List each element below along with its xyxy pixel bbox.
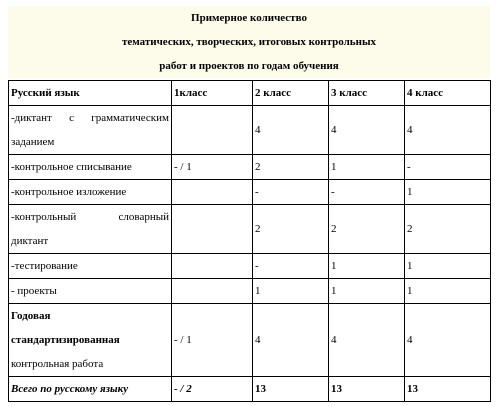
total-grade-2: 13: [253, 377, 329, 402]
total-grade-3: 13: [329, 377, 405, 402]
table-row: [9, 304, 491, 377]
cell-grade-4: 1: [405, 180, 491, 205]
table-row: [9, 155, 491, 180]
cell-grade-2: 2: [253, 155, 329, 180]
header-grade-1: 1класс: [172, 81, 253, 106]
table-row: [9, 180, 491, 205]
cell-grade-3: 1: [329, 279, 405, 304]
table-row: [9, 254, 491, 279]
cell-grade-1: [172, 106, 253, 155]
cell-grade-3: -: [329, 180, 405, 205]
cell-grade-3: 4: [329, 304, 405, 377]
row-label-part: контрольная работа: [11, 358, 104, 370]
caption-line-2: тематических, творческих, итоговых контрольных: [121, 36, 377, 48]
cell-grade-3: 1: [329, 155, 405, 180]
table-row: [9, 106, 491, 155]
cell-grade-2: -: [253, 254, 329, 279]
header-subject: Русский язык: [9, 81, 172, 106]
row-label: [9, 304, 172, 377]
header-grade-3: 3 класс: [329, 81, 405, 106]
row-label: -контрольное списывание: [9, 155, 172, 180]
cell-grade-3: 1: [329, 254, 405, 279]
row-label-part: диктант: [11, 235, 49, 247]
caption-line-3: работ и проектов по годам обучения: [159, 60, 339, 72]
cell-grade-1: - / 1: [172, 304, 253, 377]
row-label: -контрольное изложение: [9, 180, 172, 205]
row-label: [9, 205, 172, 254]
header-grade-4: 4 класс: [405, 81, 491, 106]
cell-grade-4: 1: [405, 254, 491, 279]
cell-grade-2: 4: [253, 106, 329, 155]
cell-grade-2: -: [253, 180, 329, 205]
cell-grade-4: 4: [405, 304, 491, 377]
cell-grade-4: 1: [405, 279, 491, 304]
cell-grade-2: 1: [253, 279, 329, 304]
cell-grade-2: 2: [253, 205, 329, 254]
cell-grade-3: 2: [329, 205, 405, 254]
cell-grade-4: 2: [405, 205, 491, 254]
total-grade-1: - / 2: [172, 377, 253, 402]
row-label: [9, 106, 172, 155]
cell-grade-4: -: [405, 155, 491, 180]
works-table: [8, 80, 491, 402]
cell-grade-1: [172, 205, 253, 254]
total-label: Всего по русскому языку: [9, 377, 172, 402]
table-total-row: [9, 377, 491, 402]
table-header-row: [9, 81, 491, 106]
row-label-part: Годовая: [11, 310, 51, 322]
total-grade-4: 13: [405, 377, 491, 402]
header-grade-2: 2 класс: [253, 81, 329, 106]
cell-grade-1: [172, 279, 253, 304]
row-label: -тестирование: [9, 254, 172, 279]
cell-grade-3: 4: [329, 106, 405, 155]
cell-grade-4: 4: [405, 106, 491, 155]
cell-grade-1: - / 1: [172, 155, 253, 180]
row-label-part: -диктант с грамматическим: [11, 112, 169, 124]
row-label-part: стандартизированная: [11, 334, 120, 346]
row-label-part: заданием: [11, 136, 55, 148]
row-label-part: -контрольный словарный: [11, 211, 169, 223]
cell-grade-2: 4: [253, 304, 329, 377]
caption-line-1: Примерное количество: [191, 12, 307, 24]
cell-grade-1: [172, 180, 253, 205]
row-label: - проекты: [9, 279, 172, 304]
cell-grade-1: [172, 254, 253, 279]
table-row: [9, 205, 491, 254]
table-row: [9, 279, 491, 304]
table-caption: [8, 6, 490, 78]
